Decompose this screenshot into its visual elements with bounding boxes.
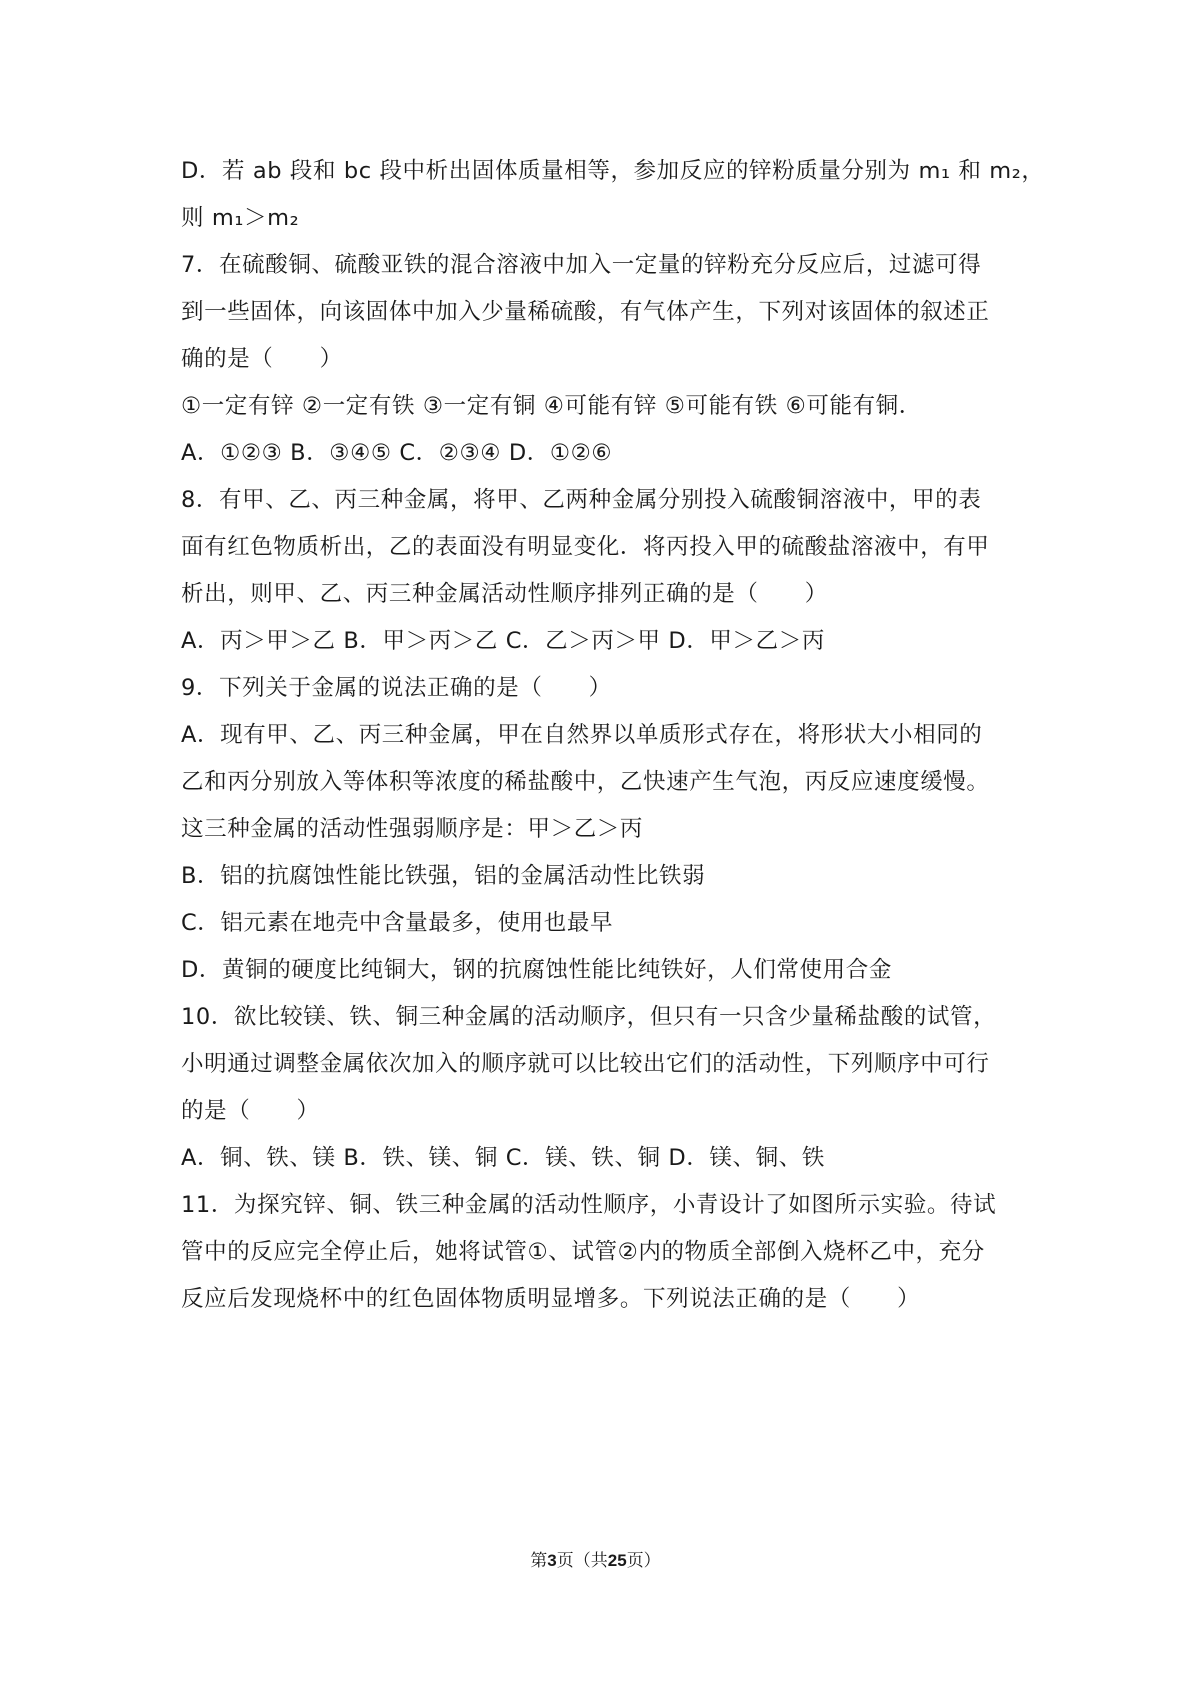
page-number: 3 <box>547 1551 557 1570</box>
text-line: 7．在硫酸铜、硫酸亚铁的混合溶液中加入一定量的锌粉充分反应后，过滤可得 <box>181 252 982 278</box>
text-line: 的是（ ） <box>181 1098 320 1124</box>
text-line: A．①②③ B．③④⑤ C．②③④ D．①②⑥ <box>181 440 613 466</box>
question-text <box>181 148 1045 1323</box>
text-line: D．黄铜的硬度比纯铜大，钢的抗腐蚀性能比纯铁好，人们常使用合金 <box>181 957 892 983</box>
text-line: 乙和丙分别放入等体积等浓度的稀盐酸中，乙快速产生气泡，丙反应速度缓慢。 <box>181 769 990 795</box>
footer-middle: 页（共 <box>556 1551 608 1571</box>
text-line: A．铜、铁、镁 B．铁、镁、铜 C．镁、铁、铜 D．镁、铜、铁 <box>181 1145 825 1171</box>
text-line: A．丙＞甲＞乙 B．甲＞丙＞乙 C．乙＞丙＞甲 D．甲＞乙＞丙 <box>181 628 825 654</box>
text-line: B．铝的抗腐蚀性能比铁强，铝的金属活动性比铁弱 <box>181 863 706 889</box>
footer-suffix: 页） <box>626 1551 661 1571</box>
text-line: D．若 ab 段和 bc 段中析出固体质量相等，参加反应的锌粉质量分别为 m₁ 和 m₂， <box>181 158 1045 184</box>
text-line: 这三种金属的活动性强弱顺序是：甲＞乙＞丙 <box>181 816 644 842</box>
total-pages: 25 <box>607 1551 627 1570</box>
footer-prefix: 第 <box>530 1551 548 1571</box>
text-line: 反应后发现烧杯中的红色固体物质明显增多。下列说法正确的是（ ） <box>181 1286 921 1312</box>
text-line: 9．下列关于金属的说法正确的是（ ） <box>181 675 612 701</box>
text-line: C．铝元素在地壳中含量最多，使用也最早 <box>181 910 614 936</box>
text-line: 小明通过调整金属依次加入的顺序就可以比较出它们的活动性，下列顺序中可行 <box>181 1051 990 1077</box>
text-line: 则 m₁＞m₂ <box>181 205 300 231</box>
text-line: 析出，则甲、乙、丙三种金属活动性顺序排列正确的是（ ） <box>181 581 828 607</box>
text-line: 到一些固体，向该固体中加入少量稀硫酸，有气体产生，下列对该固体的叙述正 <box>181 299 990 325</box>
text-line: 面有红色物质析出，乙的表面没有明显变化．将丙投入甲的硫酸盐溶液中，有甲 <box>181 534 990 560</box>
text-line: 8．有甲、乙、丙三种金属，将甲、乙两种金属分别投入硫酸铜溶液中，甲的表 <box>181 487 982 513</box>
text-line: A．现有甲、乙、丙三种金属，甲在自然界以单质形式存在，将形状大小相同的 <box>181 722 983 748</box>
text-line: 10．欲比较镁、铁、铜三种金属的活动顺序，但只有一只含少量稀盐酸的试管， <box>181 1004 997 1030</box>
text-line: ①一定有锌 ②一定有铁 ③一定有铜 ④可能有锌 ⑤可能有铁 ⑥可能有铜． <box>181 393 922 419</box>
text-line: 管中的反应完全停止后，她将试管①、试管②内的物质全部倒入烧杯乙中，充分 <box>181 1239 985 1265</box>
text-line: 确的是（ ） <box>181 346 343 372</box>
page-footer <box>0 1546 1191 1571</box>
text-line: 11．为探究锌、铜、铁三种金属的活动性顺序，小青设计了如图所示实验。待试 <box>181 1192 997 1218</box>
